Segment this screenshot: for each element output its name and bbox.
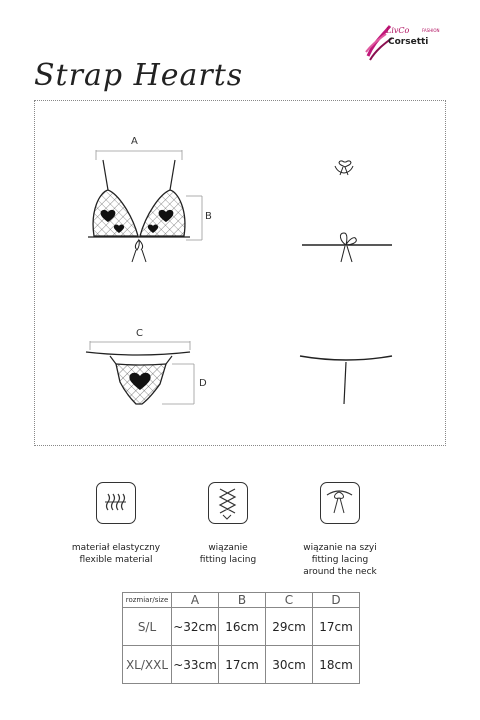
dimension-b-label: B — [205, 211, 212, 222]
panties-front-drawing — [86, 352, 190, 404]
brand-name-fashion: FASHION — [422, 28, 440, 33]
dimension-d-lines — [162, 364, 194, 404]
size-col-c: C — [266, 593, 313, 608]
dimension-a-label: A — [131, 136, 138, 147]
table-row — [123, 646, 360, 684]
size-table-corner: rozmiar/size — [123, 593, 172, 608]
table-cell: 17cm — [219, 646, 266, 684]
elastic-waves-icon — [97, 483, 134, 522]
table-cell: 17cm — [313, 608, 360, 646]
size-col-a: A — [172, 593, 219, 608]
table-cell: ~32cm — [172, 608, 219, 646]
table-row — [123, 608, 360, 646]
feature-elastic-en: flexible material — [79, 555, 153, 565]
lacing-icon — [209, 483, 246, 522]
size-label-xl-xxl: XL/XXL — [123, 646, 172, 684]
feature-neck-extra: around the neck — [303, 567, 377, 577]
size-table — [122, 592, 360, 684]
table-cell: 18cm — [313, 646, 360, 684]
feature-lacing-en: fitting lacing — [199, 555, 257, 565]
feature-neck-en: fitting lacing — [311, 555, 369, 565]
feature-lacing-pl: wiązanie — [208, 543, 248, 553]
table-cell: 30cm — [266, 646, 313, 684]
feature-elastic-pl: materiał elastyczny — [71, 543, 161, 553]
feature-elastic-caption — [56, 542, 176, 566]
feature-neck-pl: wiązanie na szyi — [303, 543, 377, 553]
feature-neck-caption — [280, 542, 400, 578]
dimension-d-label: D — [199, 378, 207, 389]
lacing-box — [208, 482, 248, 524]
bra-back-neck-drawing — [335, 161, 353, 175]
size-col-d: D — [313, 593, 360, 608]
dimension-a-lines — [96, 150, 182, 160]
neck-tie-box — [320, 482, 360, 524]
brand-name-corsetti: Corsetti — [388, 37, 429, 47]
dimension-b-lines — [186, 196, 202, 240]
brand-name-livco: LivCo — [386, 26, 410, 35]
bra-front-drawing — [88, 160, 190, 262]
size-col-b: B — [219, 593, 266, 608]
product-title: Strap Hearts — [34, 58, 244, 93]
table-cell: 16cm — [219, 608, 266, 646]
feature-lacing-caption — [168, 542, 288, 566]
neck-tie-icon — [321, 483, 358, 522]
size-table-header — [123, 593, 360, 608]
size-label-s-l: S/L — [123, 608, 172, 646]
elastic-material-box — [96, 482, 136, 524]
bra-back-band-drawing — [302, 233, 392, 262]
table-cell: 29cm — [266, 608, 313, 646]
panties-back-drawing — [300, 356, 392, 404]
table-cell: ~33cm — [172, 646, 219, 684]
dimension-c-lines — [90, 341, 190, 350]
dimension-c-label: C — [136, 328, 143, 339]
